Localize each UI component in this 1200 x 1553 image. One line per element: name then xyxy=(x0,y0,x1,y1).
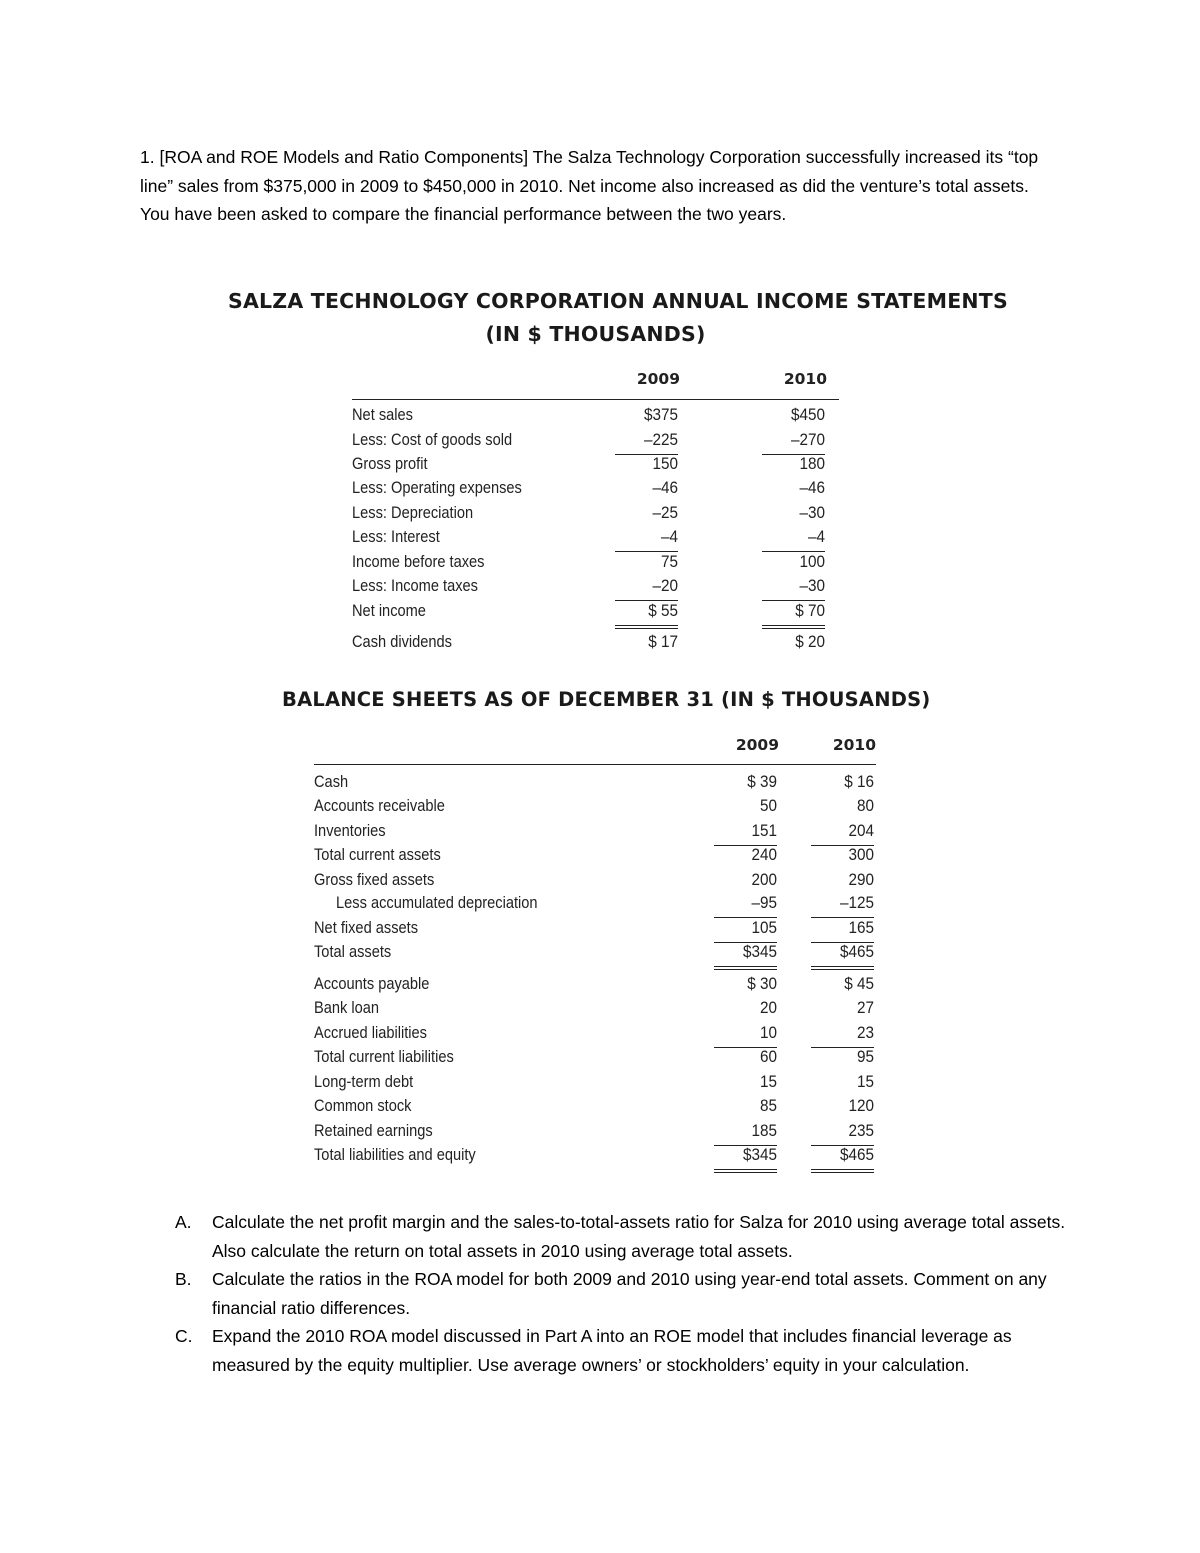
income-statement-value-2010: –30 xyxy=(799,503,825,522)
balance-sheet-row-label: Accounts payable xyxy=(314,974,430,993)
balance-sheet-row-label: Accrued liabilities xyxy=(314,1023,427,1042)
balance-sheet-row-label: Inventories xyxy=(314,821,386,840)
balance-sheet-value-2009: 200 xyxy=(751,870,777,889)
income-statement-row-label: Net income xyxy=(352,601,426,620)
balance-sheet-row-label: Total current assets xyxy=(314,845,441,864)
balance-sheet-value-2009: $ 39 xyxy=(747,772,777,791)
balance-sheet-value-2010: $465 xyxy=(811,942,874,970)
income-statement-row-label: Less: Depreciation xyxy=(352,503,474,522)
question-letter: B. xyxy=(175,1269,192,1289)
income-header-rule xyxy=(352,399,839,400)
income-statement-value-2010: –46 xyxy=(799,478,825,497)
question-text: Calculate the net profit margin and the sales-to-total-assets ratio for Salza for 2010 using average total assets. Also calculate the return on total assets in 2010 using average total assets. xyxy=(212,1212,1066,1261)
income-statement-value-2009: –25 xyxy=(652,503,678,522)
question-item xyxy=(170,1208,1070,1265)
balance-sheet-value-2009: 15 xyxy=(759,1072,777,1091)
income-statement-value-2010: $450 xyxy=(790,405,825,424)
income-statement-row-label: Less: Cost of goods sold xyxy=(352,430,513,449)
income-statement-value-2010: 180 xyxy=(799,454,825,473)
question-text: Calculate the ratios in the ROA model for both 2009 and 2010 using year-end total assets. Comment on any financial ratio differences. xyxy=(212,1269,1047,1318)
balance-sheet-value-2010: 204 xyxy=(811,821,874,846)
income-statement-value-2010: –30 xyxy=(762,576,825,601)
income-statement-row-label: Net sales xyxy=(352,405,413,424)
income-statement-value-2009: $375 xyxy=(643,405,678,424)
balance-sheet-value-2009: $345 xyxy=(714,942,777,970)
income-statement-row-label: Income before taxes xyxy=(352,552,485,571)
balance-sheet-row-label: Bank loan xyxy=(314,998,380,1017)
balance-sheet-value-2009: 240 xyxy=(751,845,777,864)
balance-sheet-value-2009: 60 xyxy=(759,1047,777,1066)
balance-sheet-value-2009: 20 xyxy=(759,998,777,1017)
income-statement-table xyxy=(352,370,842,660)
income-statement-value-2010: –4 xyxy=(762,527,825,552)
balance-sheet-value-2009: 185 xyxy=(714,1121,777,1146)
income-statement-value-2010: –270 xyxy=(762,430,825,455)
balance-sheet-row-label: Common stock xyxy=(314,1096,412,1115)
balance-sheet-row-label: Gross fixed assets xyxy=(314,870,435,889)
balance-sheet-value-2010: 290 xyxy=(848,870,874,889)
balance-sheet-value-2010: 235 xyxy=(811,1121,874,1146)
balance-sheet-value-2010: $ 45 xyxy=(844,974,874,993)
balance-sheet-value-2009: 10 xyxy=(714,1023,777,1048)
income-statement-value-2009: –46 xyxy=(652,478,678,497)
income-statement-subtitle: (IN $ THOUSANDS) xyxy=(485,322,706,346)
income-statement-value-2009: $ 55 xyxy=(615,601,678,629)
balance-sheet-row-label: Total current liabilities xyxy=(314,1047,454,1066)
income-statement-row-label: Less: Income taxes xyxy=(352,576,478,595)
balance-sheet-value-2009: $ 30 xyxy=(747,974,777,993)
balance-sheet-row-label: Total liabilities and equity xyxy=(314,1145,476,1164)
problem-intro: 1. [ROA and ROE Models and Ratio Components] The Salza Technology Corporation successfully increased its “top line” sales from $375,000 in 2009 to $450,000 in 2010. Net income also increased as did the venture’s total assets. You have been asked to compare the financial performance between the two years. xyxy=(140,147,1039,224)
balance-sheet-value-2010: 80 xyxy=(856,796,874,815)
balance-sheet-value-2010: 15 xyxy=(856,1072,874,1091)
balance-sheet-value-2010: 95 xyxy=(856,1047,874,1066)
balance-sheet-value-2009: $345 xyxy=(714,1145,777,1173)
income-statement-value-2009: –225 xyxy=(615,430,678,455)
balance-sheet-value-2010: 120 xyxy=(848,1096,874,1115)
balance-col-2009: 2009 xyxy=(735,736,779,754)
balance-sheet-value-2010: $ 16 xyxy=(844,772,874,791)
balance-sheet-value-2010: 27 xyxy=(856,998,874,1017)
balance-col-2010: 2010 xyxy=(832,736,876,754)
balance-sheet-value-2009: 50 xyxy=(759,796,777,815)
balance-sheet-value-2010: 165 xyxy=(811,918,874,943)
balance-sheet-row-label: Net fixed assets xyxy=(314,918,419,937)
income-statement-row-label: Less: Operating expenses xyxy=(352,478,522,497)
income-statement-value-2010: $ 20 xyxy=(795,632,825,651)
balance-sheet-row-label: Cash xyxy=(314,772,349,791)
balance-sheet-row-label: Long-term debt xyxy=(314,1072,414,1091)
income-statement-value-2009: –20 xyxy=(615,576,678,601)
question-text: Expand the 2010 ROA model discussed in Part A into an ROE model that includes financial leverage as measured by the equity multiplier. Use average owners’ or stockholders’ equity in your calculation. xyxy=(212,1326,1012,1375)
balance-sheet-table xyxy=(314,736,879,1176)
income-col-2009: 2009 xyxy=(636,370,680,388)
income-statement-value-2010: 100 xyxy=(799,552,825,571)
income-statement-row-label: Gross profit xyxy=(352,454,428,473)
income-statement-value-2009: –4 xyxy=(615,527,678,552)
income-statement-value-2009: 150 xyxy=(652,454,678,473)
question-letter: C. xyxy=(175,1326,193,1346)
income-col-2010: 2010 xyxy=(783,370,827,388)
income-statement-row-label: Less: Interest xyxy=(352,527,440,546)
income-statement-row-label: Cash dividends xyxy=(352,632,452,651)
question-item xyxy=(170,1265,1070,1322)
balance-sheet-value-2010: –125 xyxy=(811,893,874,918)
income-statement-title: SALZA TECHNOLOGY CORPORATION ANNUAL INCOME STATEMENTS xyxy=(228,289,1008,313)
balance-sheet-value-2009: 151 xyxy=(714,821,777,846)
income-statement-value-2009: 75 xyxy=(660,552,678,571)
question-item xyxy=(170,1322,1070,1379)
balance-sheet-value-2009: 105 xyxy=(714,918,777,943)
balance-sheet-value-2010: $465 xyxy=(811,1145,874,1173)
balance-sheet-title: BALANCE SHEETS AS OF DECEMBER 31 (IN $ THOUSANDS) xyxy=(282,688,931,711)
balance-sheet-value-2010: 300 xyxy=(848,845,874,864)
balance-sheet-value-2009: 85 xyxy=(759,1096,777,1115)
question-letter: A. xyxy=(175,1212,192,1232)
balance-sheet-row-label: Accounts receivable xyxy=(314,796,445,815)
balance-sheet-value-2010: 23 xyxy=(811,1023,874,1048)
balance-header-rule xyxy=(314,764,876,765)
question-list xyxy=(170,1208,1070,1379)
balance-sheet-value-2009: –95 xyxy=(714,893,777,918)
balance-sheet-row-label: Retained earnings xyxy=(314,1121,433,1140)
income-statement-value-2009: $ 17 xyxy=(648,632,678,651)
balance-sheet-row-label: Less accumulated depreciation xyxy=(336,893,538,912)
balance-sheet-row-label: Total assets xyxy=(314,942,392,961)
income-statement-value-2010: $ 70 xyxy=(762,601,825,629)
